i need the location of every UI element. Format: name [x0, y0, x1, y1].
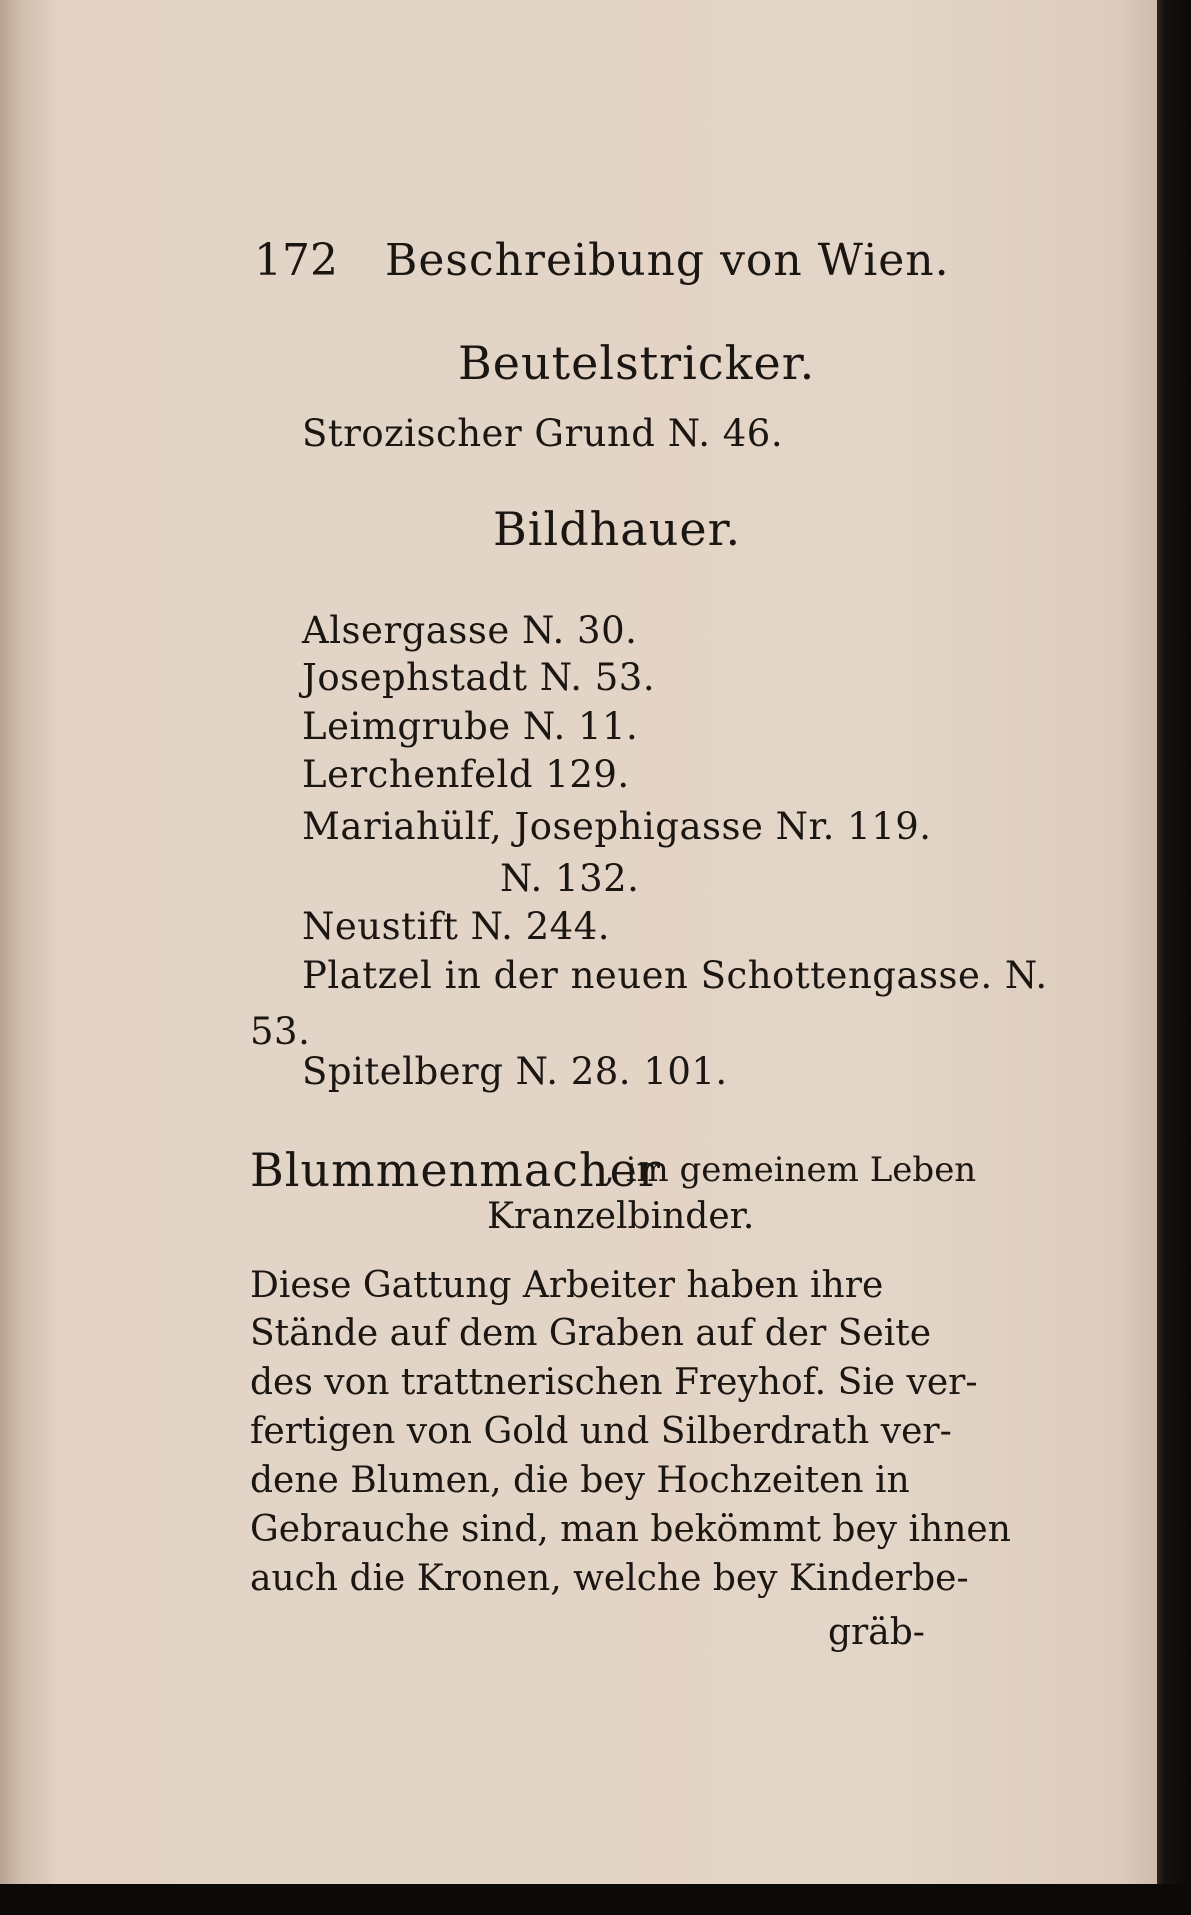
section-heading-line2: Kranzelbinder.: [487, 1196, 755, 1237]
paragraph-line: auch die Kronen, welche bey Kinderbe-: [250, 1558, 969, 1599]
catchword: gräb-: [828, 1612, 925, 1653]
entry-line: Platzel in der neuen Schottengasse. N.: [302, 954, 1048, 997]
paragraph-line: Diese Gattung Arbeiter haben ihre: [250, 1265, 884, 1306]
entry-line: Mariahülf, Josephigasse Nr. 119.: [302, 805, 932, 848]
entry-line: Alsergasse N. 30.: [302, 609, 638, 652]
running-title: Beschreibung von Wien.: [385, 235, 950, 286]
entry-line: 53.: [250, 1010, 311, 1053]
entry-line: Leimgrube N. 11.: [302, 705, 639, 748]
paragraph-line: Stände auf dem Graben auf der Seite: [250, 1313, 931, 1354]
section-heading-beutelstricker: Beutelstricker.: [458, 336, 816, 390]
entry-line: Josephstadt N. 53.: [302, 656, 656, 699]
bottom-shadow-edge: [0, 1884, 1191, 1915]
section-heading-suffix: , im gemeinem Leben: [604, 1150, 977, 1190]
entry-line: Lerchenfeld 129.: [302, 753, 630, 796]
page-number: 172: [254, 235, 338, 286]
book-spine-edge: [1157, 0, 1191, 1915]
entry-line: Neustift N. 244.: [302, 905, 611, 948]
paragraph-line: fertigen von Gold und Silberdrath ver-: [250, 1411, 952, 1452]
section-heading-blummenmacher: Blummenmacher: [250, 1143, 661, 1197]
section-heading-bildhauer: Bildhauer.: [493, 502, 742, 556]
paragraph-line: dene Blumen, die bey Hochzeiten in: [250, 1460, 910, 1501]
paragraph-line: des von trattnerischen Freyhof. Sie ver-: [250, 1362, 978, 1403]
entry-line: Spitelberg N. 28. 101.: [302, 1050, 728, 1093]
entry-line: Strozischer Grund N. 46.: [302, 412, 784, 455]
paragraph-line: Gebrauche sind, man bekömmt bey ihnen: [250, 1509, 1011, 1550]
entry-line: N. 132.: [500, 857, 640, 900]
